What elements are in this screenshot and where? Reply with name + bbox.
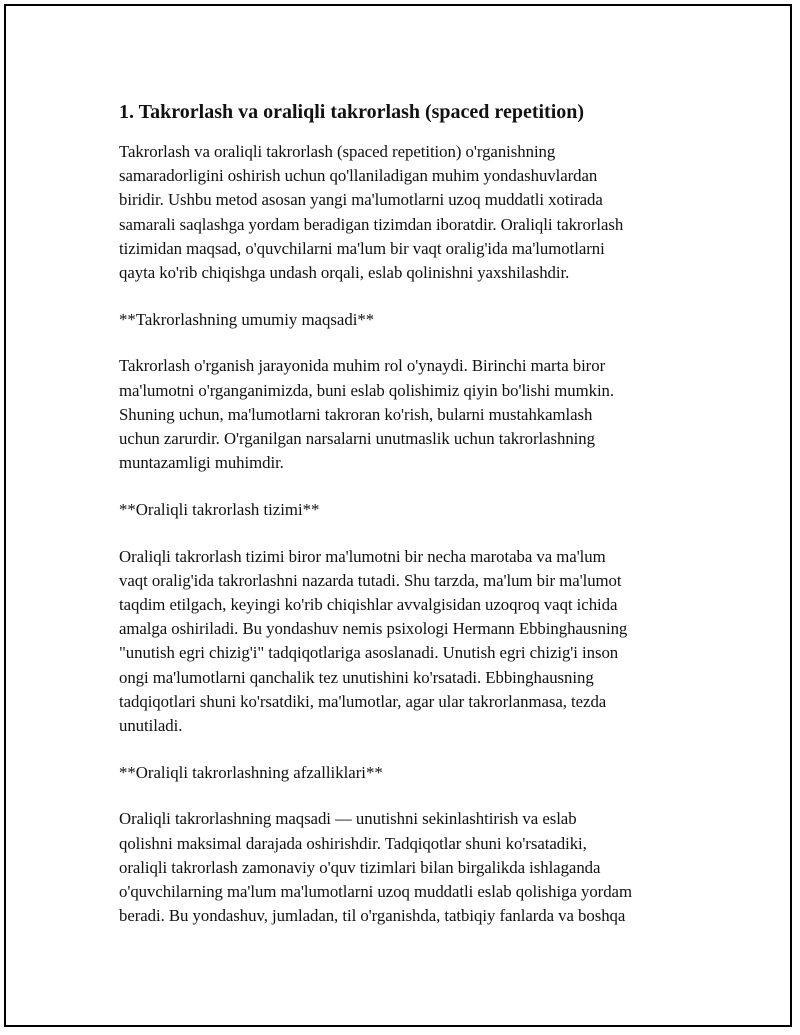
- text-line: tizimidan maqsad, o'quvchilarni ma'lum bir vaqt oralig'ida ma'lumotlarni: [119, 238, 605, 258]
- advantages-paragraph: [119, 807, 699, 928]
- text-line: "unutish egri chizig'i" tadqiqotlariga asoslanadi. Unutish egri chizig'i inson: [119, 643, 619, 663]
- text-line: ongi ma'lumotlarni qanchalik tez unutishini ko'rsatadi. Ebbinghausning: [119, 667, 594, 687]
- text-line: Oraliqli takrorlashning maqsadi — unutishni sekinlashtirish va eslab: [119, 809, 577, 829]
- document-body: [119, 98, 699, 951]
- text-line: Oraliqli takrorlash tizimi biror ma'lumotni bir necha marotaba va ma'lum: [119, 546, 606, 566]
- page-frame: [4, 4, 792, 1027]
- subheading-advantages: **Oraliqli takrorlashning afzalliklari**: [119, 762, 383, 782]
- text-line: muntazamligi muhimdir.: [119, 453, 284, 473]
- text-line: tadqiqotlari shuni ko'rsatdiki, ma'lumotlar, agar ular takrorlanmasa, tezda: [119, 691, 607, 711]
- text-line: ma'lumotni o'rganganimizda, buni eslab qolishimiz qiyin bo'lishi mumkin.: [119, 380, 615, 400]
- text-line: taqdim etilgach, keyingi ko'rib chiqishlar avvalgisidan uzoqroq vaqt ichida: [119, 595, 618, 615]
- text-line: samarali saqlashga yordam beradigan tizimdan iboratdir. Oraliqli takrorlash: [119, 214, 624, 234]
- text-line: samaradorligini oshirish uchun qo'llaniladigan muhim yondashuvlardan: [119, 166, 598, 186]
- intro-paragraph: [119, 140, 699, 285]
- text-line: oraliqli takrorlash zamonaviy o'quv tizimlari bilan birgalikda ishlaganda: [119, 857, 601, 877]
- general-purpose-paragraph: [119, 354, 699, 475]
- text-line: biridir. Ushbu metod asosan yangi ma'lumotlarni uzoq muddatli xotirada: [119, 190, 603, 210]
- text-line: Shuning uchun, ma'lumotlarni takroran ko'rish, bularni mustahkamlash: [119, 404, 593, 424]
- subheading-general-purpose: **Takrorlashning umumiy maqsadi**: [119, 309, 375, 329]
- spaced-system-paragraph: [119, 545, 699, 739]
- text-line: qayta ko'rib chiqishga undash orqali, eslab qolinishni yaxshilashdir.: [119, 263, 570, 283]
- text-line: qolishni maksimal darajada oshirishdir. Tadqiqotlar shuni ko'rsatadiki,: [119, 833, 587, 853]
- section-heading: 1. Takrorlash va oraliqli takrorlash (spaced repetition): [119, 101, 585, 123]
- subheading-spaced-system: **Oraliqli takrorlash tizimi**: [119, 499, 320, 519]
- text-line: Takrorlash va oraliqli takrorlash (spaced repetition) o'rganishning: [119, 142, 556, 161]
- text-line: amalga oshiriladi. Bu yondashuv nemis psixologi Hermann Ebbinghausning: [119, 619, 628, 639]
- text-line: Takrorlash o'rganish jarayonida muhim rol o'ynaydi. Birinchi marta biror: [119, 356, 606, 376]
- text-line: o'quvchilarning ma'lum ma'lumotlarni uzoq muddatli eslab qolishiga yordam: [119, 882, 632, 902]
- text-line: unutiladi.: [119, 716, 183, 736]
- text-line: uchun zarurdir. O'rganilgan narsalarni unutmaslik uchun takrorlashning: [119, 429, 595, 449]
- text-line: vaqt oralig'ida takrorlashni nazarda tutadi. Shu tarzda, ma'lum bir ma'lumot: [119, 570, 622, 590]
- text-line: beradi. Bu yondashuv, jumladan, til o'rganishda, tatbiqiy fanlarda va boshqa: [119, 906, 626, 926]
